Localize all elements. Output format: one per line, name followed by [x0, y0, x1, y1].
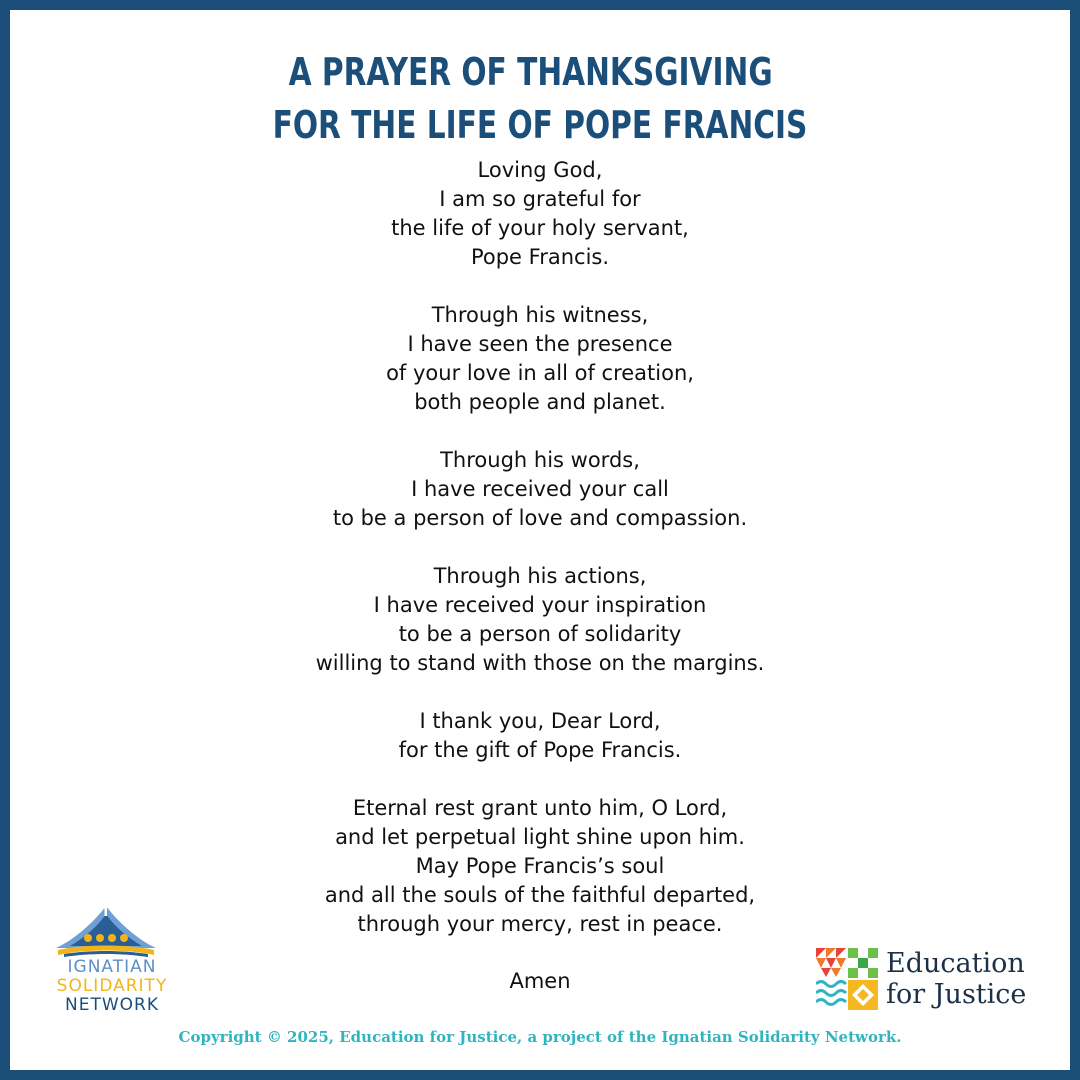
prayer-closing: Amen: [509, 969, 571, 993]
title-line-2: FOR THE LIFE OF POPE FRANCIS: [272, 103, 808, 147]
prayer-line: Eternal rest grant unto him, O Lord,: [352, 796, 728, 820]
prayer-line: through your mercy, rest in peace.: [357, 912, 723, 936]
copyright-notice: Copyright © 2025, Education for Justice, a project of the Ignatian Solidarity Network.: [178, 1028, 902, 1046]
prayer-line: Through his actions,: [433, 564, 647, 588]
prayer-line: to be a person of solidarity: [398, 622, 682, 646]
isn-word-solidarity: SOLIDARITY: [56, 976, 168, 996]
prayer-line: for the gift of Pope Francis.: [398, 738, 682, 762]
ignatian-solidarity-network-logo: [52, 900, 172, 1020]
page-title: [127, 46, 954, 152]
title-line-1: A PRAYER OF THANKSGIVING: [288, 50, 773, 94]
prayer-card: [10, 10, 1070, 1070]
education-for-justice-logo: [816, 946, 1046, 1016]
prayer-line: Pope Francis.: [470, 245, 610, 269]
efj-wordmark: [886, 948, 1026, 1010]
prayer-line: I have received your call: [411, 477, 669, 501]
prayer-line: to be a person of love and compassion.: [332, 506, 748, 530]
efj-word-for-justice: for Justice: [886, 979, 1027, 1010]
prayer-line: Loving God,: [477, 158, 603, 182]
isn-wordmark: [52, 958, 172, 1015]
stanza: [10, 156, 1070, 272]
prayer-line: I have received your inspiration: [373, 593, 707, 617]
prayer-line: Through his words,: [440, 448, 640, 472]
prayer-line: and all the souls of the faithful departed,: [324, 883, 756, 907]
prayer-line: willing to stand with those on the margins.: [315, 651, 765, 675]
prayer-text: [10, 156, 1070, 968]
prayer-line: the life of your holy servant,: [391, 216, 689, 240]
quilt-pattern-icon: [816, 948, 878, 1010]
tent-with-cross-icon: [54, 900, 158, 958]
isn-word-ignatian: IGNATIAN: [67, 957, 157, 977]
stanza: [10, 446, 1070, 533]
prayer-line: and let perpetual light shine upon him.: [335, 825, 745, 849]
prayer-line: both people and planet.: [414, 390, 666, 414]
prayer-line: I have seen the presence: [407, 332, 673, 356]
prayer-line: Through his witness,: [431, 303, 649, 327]
stanza: [10, 301, 1070, 417]
prayer-line: I thank you, Dear Lord,: [419, 709, 661, 733]
isn-word-network: NETWORK: [65, 995, 159, 1015]
stanza: [10, 707, 1070, 765]
prayer-line: I am so grateful for: [439, 187, 641, 211]
prayer-line: May Pope Francis’s soul: [415, 854, 665, 878]
efj-word-education: Education: [886, 948, 1025, 979]
prayer-line: of your love in all of creation,: [386, 361, 694, 385]
stanza: [10, 562, 1070, 678]
